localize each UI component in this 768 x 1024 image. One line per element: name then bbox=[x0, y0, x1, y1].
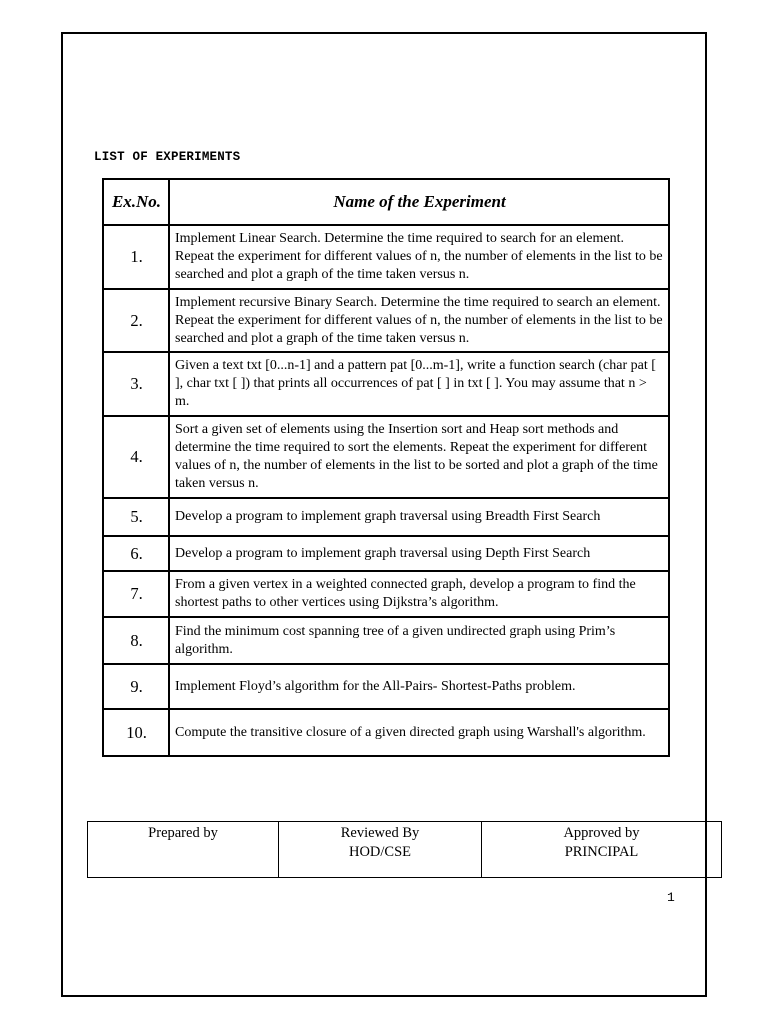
reviewed-by-role: HOD/CSE bbox=[348, 844, 412, 860]
ex-name: Implement Floyd’s algorithm for the All-Pairs- Shortest-Paths problem. bbox=[169, 664, 669, 709]
prepared-by-cell bbox=[88, 822, 279, 878]
table-header-row bbox=[103, 179, 669, 225]
ex-number: 4. bbox=[103, 416, 169, 498]
ex-number: 5. bbox=[103, 498, 169, 536]
ex-name: From a given vertex in a weighted connected graph, develop a program to find the shortest paths to other vertices using Dijkstra’s algorithm. bbox=[169, 571, 669, 617]
ex-name: Implement recursive Binary Search. Determine the time required to search an element. Repeat the experiment for different values of n, the number of elements in the list to be searched and plot a graph of the time taken versus n. bbox=[169, 289, 669, 352]
reviewed-by-label: Reviewed By bbox=[340, 825, 420, 841]
prepared-by-label: Prepared by bbox=[148, 825, 218, 841]
table-row bbox=[103, 709, 669, 756]
approved-by-cell bbox=[482, 822, 722, 878]
signature-row bbox=[88, 822, 722, 878]
approved-by-label: Approved by bbox=[563, 825, 640, 841]
signature-table bbox=[87, 821, 722, 878]
reviewed-by-cell bbox=[279, 822, 482, 878]
ex-number: 9. bbox=[103, 664, 169, 709]
ex-number: 8. bbox=[103, 617, 169, 664]
ex-number: 7. bbox=[103, 571, 169, 617]
table-row bbox=[103, 536, 669, 571]
header-experiment-name: Name of the Experiment bbox=[169, 179, 669, 225]
page-heading: LIST OF EXPERIMENTS bbox=[94, 150, 241, 164]
table-row bbox=[103, 416, 669, 498]
ex-name: Given a text txt [0...n-1] and a pattern pat [0...m-1], write a function search (char pat [ ], char txt [ ]) that prints all occurrences of pat [ ] in txt [ ]. You may assume that n > m. bbox=[169, 352, 669, 416]
header-ex-no: Ex.No. bbox=[103, 179, 169, 225]
table-row bbox=[103, 289, 669, 352]
ex-number: 3. bbox=[103, 352, 169, 416]
ex-number: 10. bbox=[103, 709, 169, 756]
approved-by-role: PRINCIPAL bbox=[564, 844, 639, 860]
ex-name: Develop a program to implement graph traversal using Breadth First Search bbox=[169, 498, 669, 536]
ex-name: Compute the transitive closure of a given directed graph using Warshall's algorithm. bbox=[169, 709, 669, 756]
table-row bbox=[103, 352, 669, 416]
page-number: 1 bbox=[667, 890, 675, 905]
ex-name: Find the minimum cost spanning tree of a given undirected graph using Prim’s algorithm. bbox=[169, 617, 669, 664]
table-row bbox=[103, 617, 669, 664]
ex-number: 6. bbox=[103, 536, 169, 571]
table-row bbox=[103, 664, 669, 709]
ex-number: 1. bbox=[103, 225, 169, 289]
table-row bbox=[103, 498, 669, 536]
ex-name: Sort a given set of elements using the Insertion sort and Heap sort methods and determine the time required to sort the elements. Repeat the experiment for different values of n, the number of elements in the list to be sorted and plot a graph of the time taken versus n. bbox=[169, 416, 669, 498]
ex-name: Develop a program to implement graph traversal using Depth First Search bbox=[169, 536, 669, 571]
table-row bbox=[103, 571, 669, 617]
ex-number: 2. bbox=[103, 289, 169, 352]
table-row bbox=[103, 225, 669, 289]
ex-name: Implement Linear Search. Determine the time required to search for an element. Repeat the experiment for different values of n, the number of elements in the list to be searched and plot a graph of the time taken versus n. bbox=[169, 225, 669, 289]
experiments-table bbox=[102, 178, 670, 757]
